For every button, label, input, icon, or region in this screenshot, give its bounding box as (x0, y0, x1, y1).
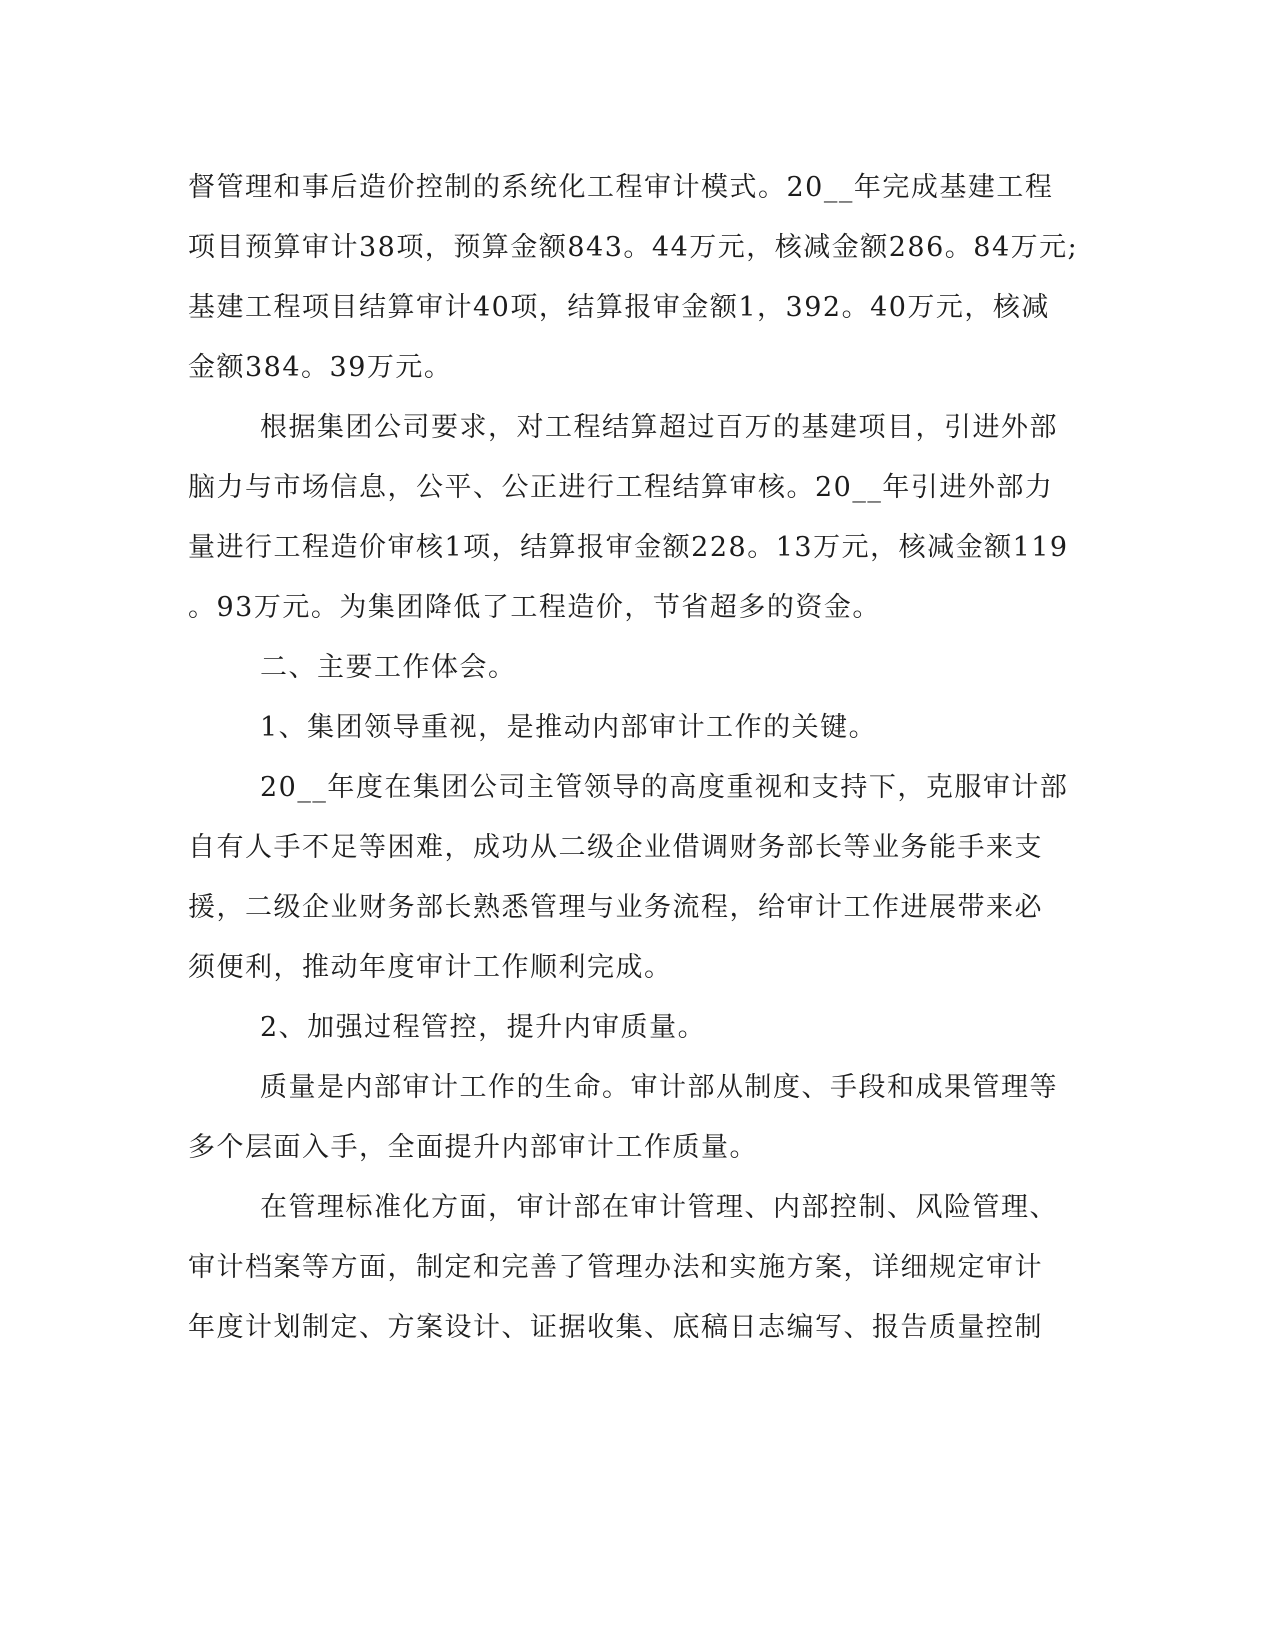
text-line: 年度计划制定、方案设计、证据收集、底稿日志编写、报告质量控制 (188, 1312, 1043, 1343)
document-body (188, 158, 1078, 1358)
paragraph-start-line: 20__年度在集团公司主管领导的高度重视和支持下，克服审计部 (260, 772, 1069, 803)
text-line: 金额384。39万元。 (188, 352, 453, 383)
text-line: 援，二级企业财务部长熟悉管理与业务流程，给审计工作进展带来必 (188, 892, 1043, 923)
paragraph-start-line: 在管理标准化方面，审计部在审计管理、内部控制、风险管理、 (260, 1192, 1058, 1223)
paragraph-start-line: 质量是内部审计工作的生命。审计部从制度、手段和成果管理等 (260, 1072, 1058, 1103)
subsection-heading: 1、集团领导重视，是推动内部审计工作的关键。 (260, 712, 878, 743)
text-line: 督管理和事后造价控制的系统化工程审计模式。20__年完成基建工程 (188, 172, 1054, 203)
text-line: 项目预算审计38项，预算金额843。44万元，核减金额286。84万元; (188, 232, 1079, 263)
subsection-heading: 2、加强过程管控，提升内审质量。 (260, 1012, 707, 1043)
text-line: 多个层面入手，全面提升内部审计工作质量。 (188, 1132, 758, 1163)
text-line: 量进行工程造价审核1项，结算报审金额228。13万元，核减金额119 (188, 532, 1069, 563)
paragraph-start-line: 根据集团公司要求，对工程结算超过百万的基建项目，引进外部 (260, 412, 1058, 443)
text-line: 脑力与市场信息，公平、公正进行工程结算审核。20__年引进外部力 (188, 472, 1054, 503)
text-line: 审计档案等方面，制定和完善了管理办法和实施方案，详细规定审计 (188, 1252, 1043, 1283)
text-line: 。93万元。为集团降低了工程造价，节省超多的资金。 (188, 592, 881, 623)
text-line: 自有人手不足等困难，成功从二级企业借调财务部长等业务能手来支 (188, 832, 1043, 863)
text-line: 基建工程项目结算审计40项，结算报审金额1，392。40万元，核减 (188, 292, 1050, 323)
text-line: 须便利，推动年度审计工作顺利完成。 (188, 952, 673, 983)
section-heading: 二、主要工作体会。 (260, 652, 517, 683)
